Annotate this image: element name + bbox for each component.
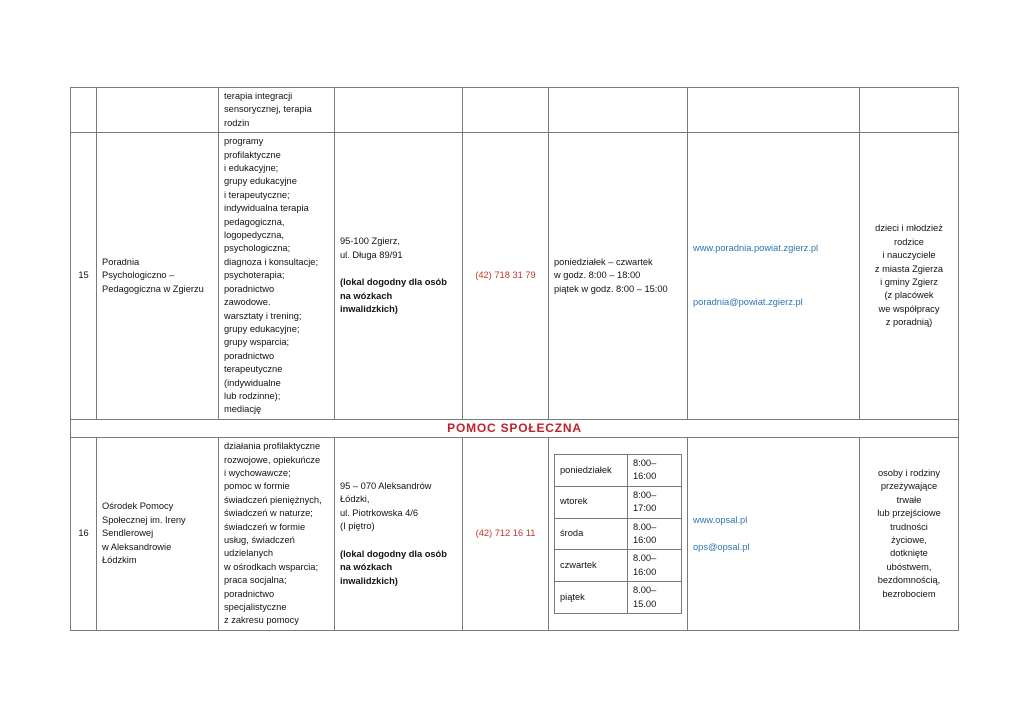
audience-text: dzieci i młodzież rodzice i nauczyciele z miasta Zgierza i gminy Zgierz (z placówek we współpracy z poradnią) (860, 133, 959, 420)
hours-row (555, 454, 682, 486)
hours-row (555, 486, 682, 518)
hours-cell (549, 88, 688, 133)
opening-hours-table (554, 454, 682, 614)
number-cell (71, 88, 97, 133)
hours-day: środa (555, 518, 628, 550)
table-row-15 (71, 133, 959, 420)
hours-day: poniedziałek (555, 454, 628, 486)
phone-cell (463, 133, 549, 420)
contact-cell (688, 88, 860, 133)
phone-cell (463, 438, 549, 631)
services-cell: terapia integracji sensorycznej, terapia rodzin (219, 88, 335, 133)
section-row (71, 419, 959, 437)
hours-day: czwartek (555, 550, 628, 582)
hours-row (555, 518, 682, 550)
contact-cell (688, 133, 860, 420)
services-list: działania profilaktyczne rozwojowe, opiekuńcze i wychowawcze; pomoc w formie świadczeń pieniężnych, świadczeń w naturze; świadczeń w formie usług, świadczeń udzielanych w ośrodkach wsparcia; praca socjalna; poradnictwo specjalistyczne z zakresu pomocy (219, 438, 335, 631)
opening-hours: poniedziałek – czwartek w godz. 8:00 – 18:00 piątek w godz. 8:00 – 15:00 (549, 133, 688, 420)
name-cell (97, 88, 219, 133)
hours-time: 8.00–16:00 (628, 518, 682, 550)
hours-day: wtorek (555, 486, 628, 518)
hours-time: 8:00–16:00 (628, 454, 682, 486)
hours-time: 8.00–16:00 (628, 550, 682, 582)
contact-cell (688, 438, 860, 631)
website-link[interactable]: www.opsal.pl (693, 514, 748, 525)
institution-name: Ośrodek Pomocy Społecznej im. Ireny Sendlerowej w Aleksandrowie Łódzkim (97, 438, 219, 631)
hours-cell (549, 438, 688, 631)
row-number: 15 (71, 133, 97, 420)
address-cell (335, 438, 463, 631)
phone-number: (42) 718 31 79 (475, 270, 536, 281)
address-cell (335, 133, 463, 420)
section-title: POMOC SPOŁECZNA (71, 419, 959, 437)
hours-row (555, 582, 682, 614)
hours-day: piątek (555, 582, 628, 614)
audience-cell (860, 88, 959, 133)
row-number: 16 (71, 438, 97, 631)
table-row-continuation (71, 88, 959, 133)
website-link[interactable]: www.poradnia.powiat.zgierz.pl (693, 243, 819, 254)
hours-row (555, 550, 682, 582)
address-cell (335, 88, 463, 133)
hours-time: 8.00–15.00 (628, 582, 682, 614)
accessibility-note: (lokal dogodny dla osób na wózkach inwalidzkich) (340, 277, 447, 315)
services-list: programy profilaktyczne i edukacyjne; grupy edukacyjne i terapeutyczne; indywidualna terapia pedagogiczna, logopedyczna, psychologiczna; diagnoza i konsultacje; psychoterapia; poradnictwo zawodowe. warsztaty i trening; grupy edukacyjne; grupy wsparcia; poradnictwo terapeutyczne (indywidualne lub rodzinne); mediację (219, 133, 335, 420)
institution-name: Poradnia Psychologiczno – Pedagogiczna w Zgierzu (97, 133, 219, 420)
table-row-16 (71, 438, 959, 631)
address-text: 95 – 070 Aleksandrów Łódzki, ul. Piotrkowska 4/6 (I piętro) (340, 481, 432, 532)
institutions-table (70, 87, 959, 631)
accessibility-note: (lokal dogodny dla osób na wózkach inwalidzkich) (340, 548, 447, 586)
address-text: 95-100 Zgierz, ul. Długa 89/91 (340, 236, 403, 260)
phone-number: (42) 712 16 11 (475, 528, 536, 539)
audience-text: osoby i rodziny przeżywające trwałe lub przejściowe trudności życiowe, dotknięte ubóstwem, bezdomnością, bezrobociem (860, 438, 959, 631)
email-link[interactable]: poradnia@powiat.zgierz.pl (693, 297, 803, 308)
email-link[interactable]: ops@opsal.pl (693, 542, 750, 552)
phone-cell (463, 88, 549, 133)
hours-time: 8:00–17:00 (628, 486, 682, 518)
